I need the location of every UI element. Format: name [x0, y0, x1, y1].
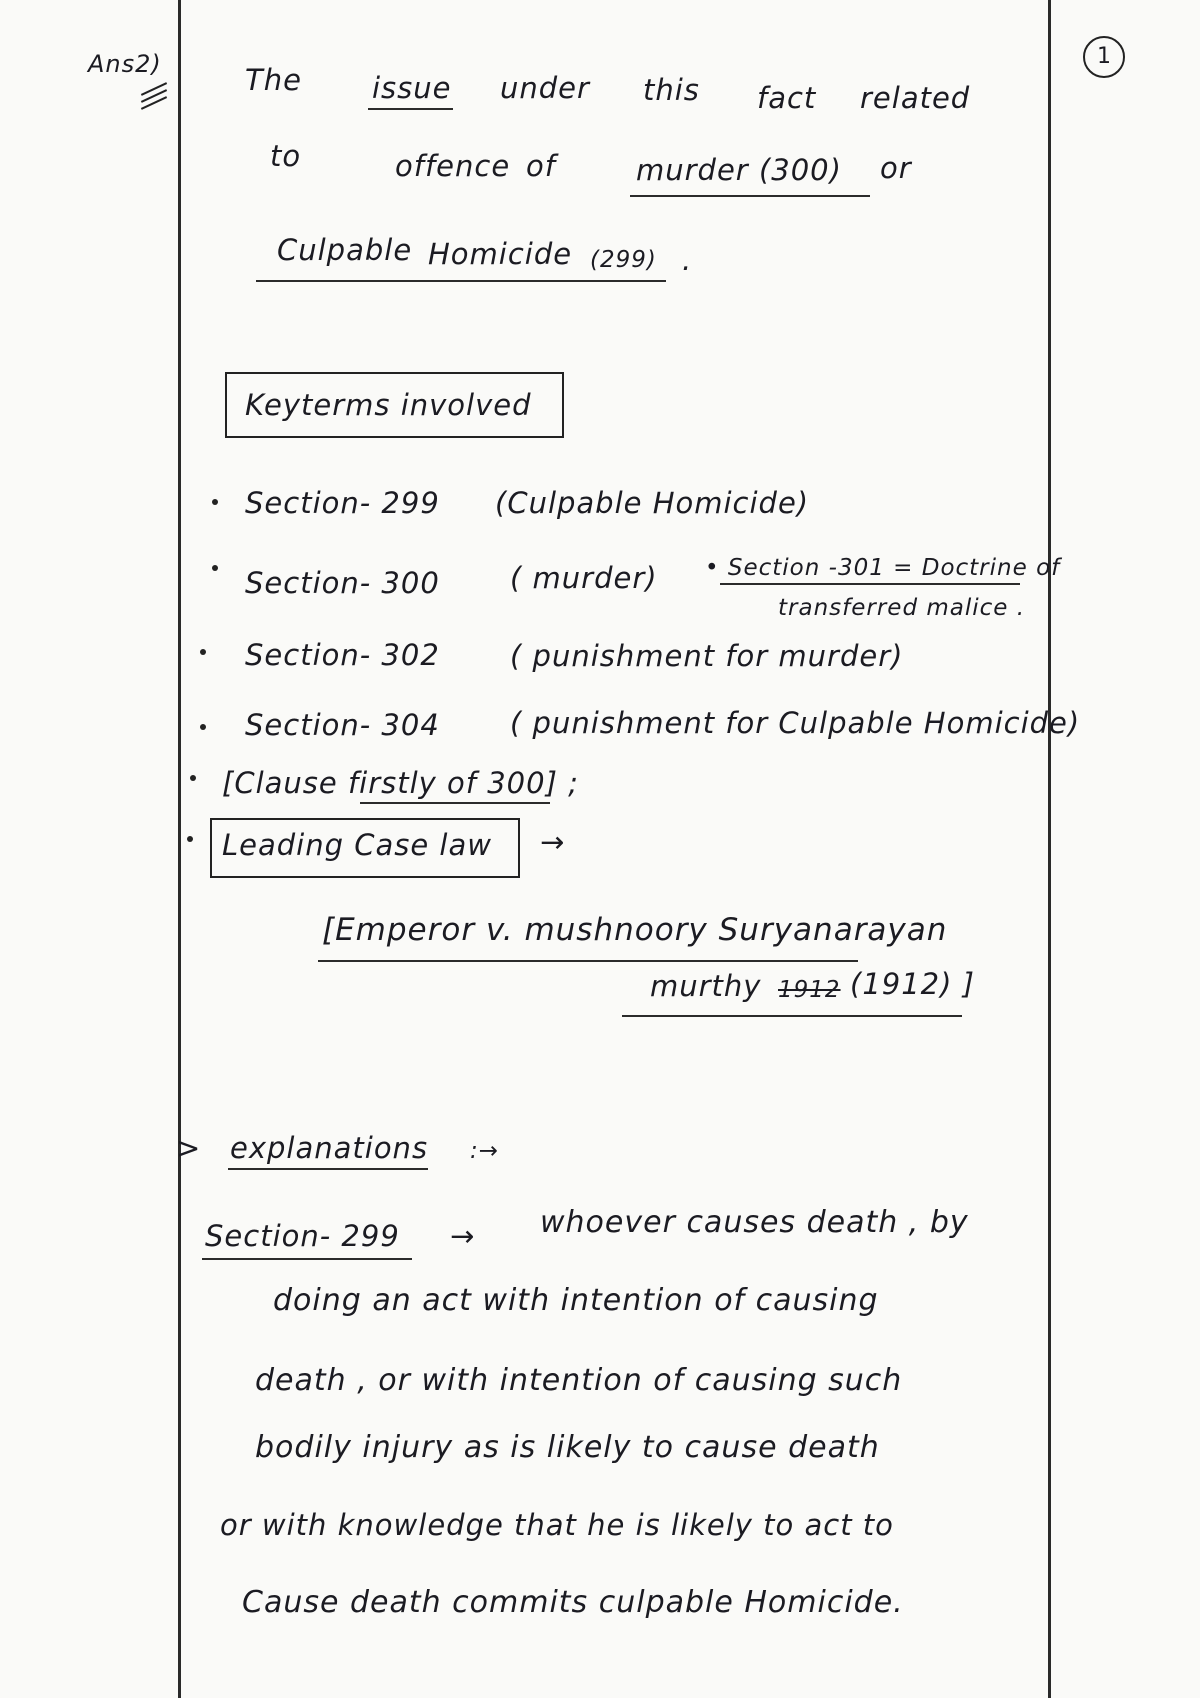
intro-word: of	[526, 149, 556, 183]
intro-word: to	[270, 139, 302, 173]
underline-culpable-homicide	[256, 280, 666, 282]
intro-word: fact	[757, 81, 817, 115]
intro-word: murder (300)	[636, 153, 842, 187]
keyterm-desc: (Culpable Homicide)	[495, 486, 810, 520]
underline-explanations	[228, 1168, 428, 1170]
explanation-line: Cause death commits culpable Homicide.	[242, 1585, 904, 1620]
intro-word: Culpable	[277, 233, 413, 267]
keyterm-section: Section- 302	[245, 638, 440, 672]
intro-word: .	[682, 243, 693, 277]
right-margin-line	[1048, 0, 1051, 1698]
bullet	[190, 775, 196, 781]
case-name-line2: murthy	[650, 969, 762, 1003]
explanation-line: bodily injury as is likely to cause death	[255, 1430, 880, 1465]
bullet	[212, 499, 218, 505]
clause-line: [Clause firstly of 300] ;	[222, 766, 579, 800]
case-name-struck: 1912	[778, 977, 841, 1003]
keyterm-note-continued: transferred malice .	[778, 595, 1026, 621]
explanation-line: doing an act with intention of causing	[273, 1283, 879, 1318]
explanations-suffix: :→	[470, 1138, 500, 1164]
left-margin-line	[178, 0, 181, 1698]
intro-word: under	[500, 71, 590, 105]
intro-word: offence	[395, 149, 511, 183]
case-name-line1: [Emperor v. mushnoory Suryanarayan	[322, 912, 948, 948]
keyterm-desc: ( punishment for murder)	[510, 639, 904, 673]
keyterms-heading: Keyterms involved	[245, 388, 532, 422]
keyterm-desc: ( punishment for Culpable Homicide)	[510, 706, 1081, 740]
underline-clause	[360, 802, 550, 804]
underline-case-year	[622, 1015, 962, 1017]
explanations-prefix: >	[176, 1131, 202, 1165]
bullet	[212, 565, 218, 571]
underline-issue	[368, 108, 453, 110]
keyterm-section: Section- 300	[245, 566, 440, 600]
keyterm-note: • Section -301 = Doctrine of	[705, 555, 1061, 581]
bullet	[200, 649, 206, 655]
answer-underline-marks	[140, 88, 168, 109]
underline-doctrine	[720, 583, 1020, 585]
page-number: 1	[1083, 36, 1125, 78]
case-name-year: (1912) ]	[850, 967, 975, 1001]
explanation-line: or with knowledge that he is likely to act to	[220, 1508, 894, 1542]
intro-word: (299)	[590, 247, 657, 273]
intro-word: related	[860, 81, 971, 115]
intro-word: The	[245, 63, 302, 97]
intro-word: this	[643, 73, 700, 107]
explanations-heading: explanations	[230, 1131, 429, 1165]
intro-word: Homicide	[428, 237, 573, 271]
arrow-icon: →	[540, 825, 566, 859]
explanation-line: death , or with intention of causing such	[255, 1363, 903, 1398]
keyterm-section: Section- 299	[245, 486, 440, 520]
answer-label: Ans2)	[88, 50, 162, 78]
keyterm-desc: ( murder)	[510, 561, 658, 595]
intro-word: issue	[372, 71, 452, 105]
section299-label: Section- 299	[205, 1219, 400, 1253]
explanation-line: whoever causes death , by	[540, 1205, 969, 1240]
keyterm-section: Section- 304	[245, 708, 440, 742]
underline-murder	[630, 195, 870, 197]
bullet	[200, 724, 206, 730]
bullet	[187, 836, 193, 842]
underline-section299	[202, 1258, 412, 1260]
arrow-icon: →	[450, 1219, 476, 1253]
intro-word: or	[880, 151, 912, 185]
leading-case-heading: Leading Case law	[222, 828, 492, 862]
underline-case-name	[318, 960, 858, 962]
